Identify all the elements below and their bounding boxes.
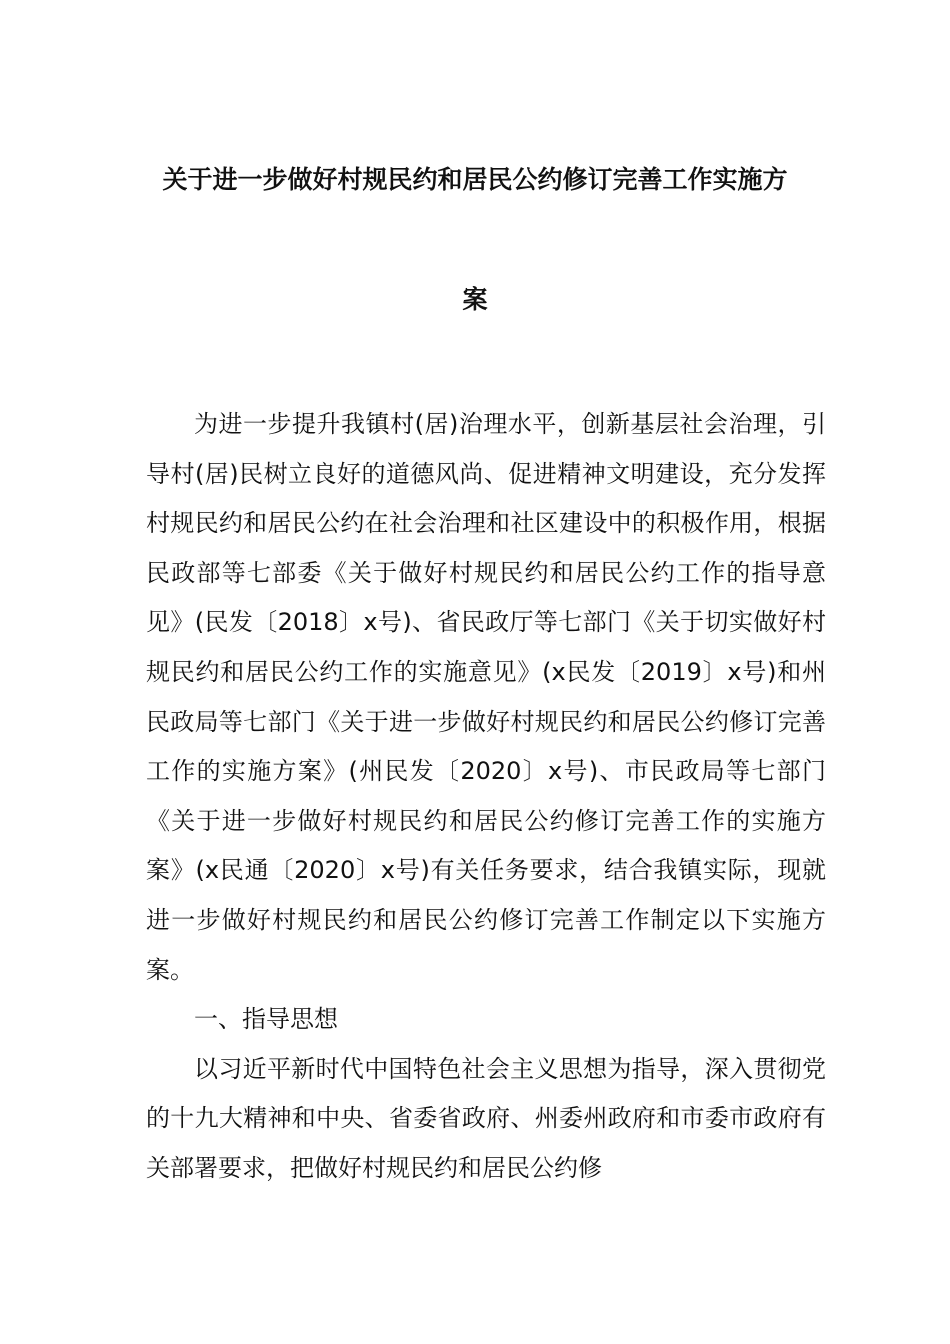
section-heading-guiding-ideology: 一、指导思想 [194, 1005, 338, 1034]
document-title-line-2: 案 [462, 285, 488, 314]
paragraph-intro: 为进一步提升我镇村(居)治理水平，创新基层社会治理，引导村(居)民树立良好的道德风尚、促进精神文明建设，充分发挥村规民约和居民公约在社会治理和社区建设中的积极作用，根据民政部等七部委《关于做好村规民约和居民公约工作的指导意见》(民发〔2018〕x号)、省民政厅等七部门《关于切实做好村规民约和居民公约工作的实施意见》(x民发〔2019〕x号)和州民政局等七部门《关于进一步做好村规民约和居民公约修订完善工作的实施方案》(州民发〔2020〕x号)、市民政局等七部门《关于进一步做好村规民约和居民公约修订完善工作的实施方案》(x民通〔2020〕x号)有关任务要求，结合我镇实际，现就进一步做好村规民约和居民公约修订完善工作制定以下实施方案。 [146, 410, 826, 984]
document-title-line-1: 关于进一步做好村规民约和居民公约修订完善工作实施方 [162, 165, 788, 194]
document-body [146, 400, 826, 1194]
paragraph-guiding-ideology: 以习近平新时代中国特色社会主义思想为指导，深入贯彻党的十九大精神和中央、省委省政府、州委州政府和市委市政府有关部署要求，把做好村规民约和居民公约修 [146, 1054, 826, 1182]
